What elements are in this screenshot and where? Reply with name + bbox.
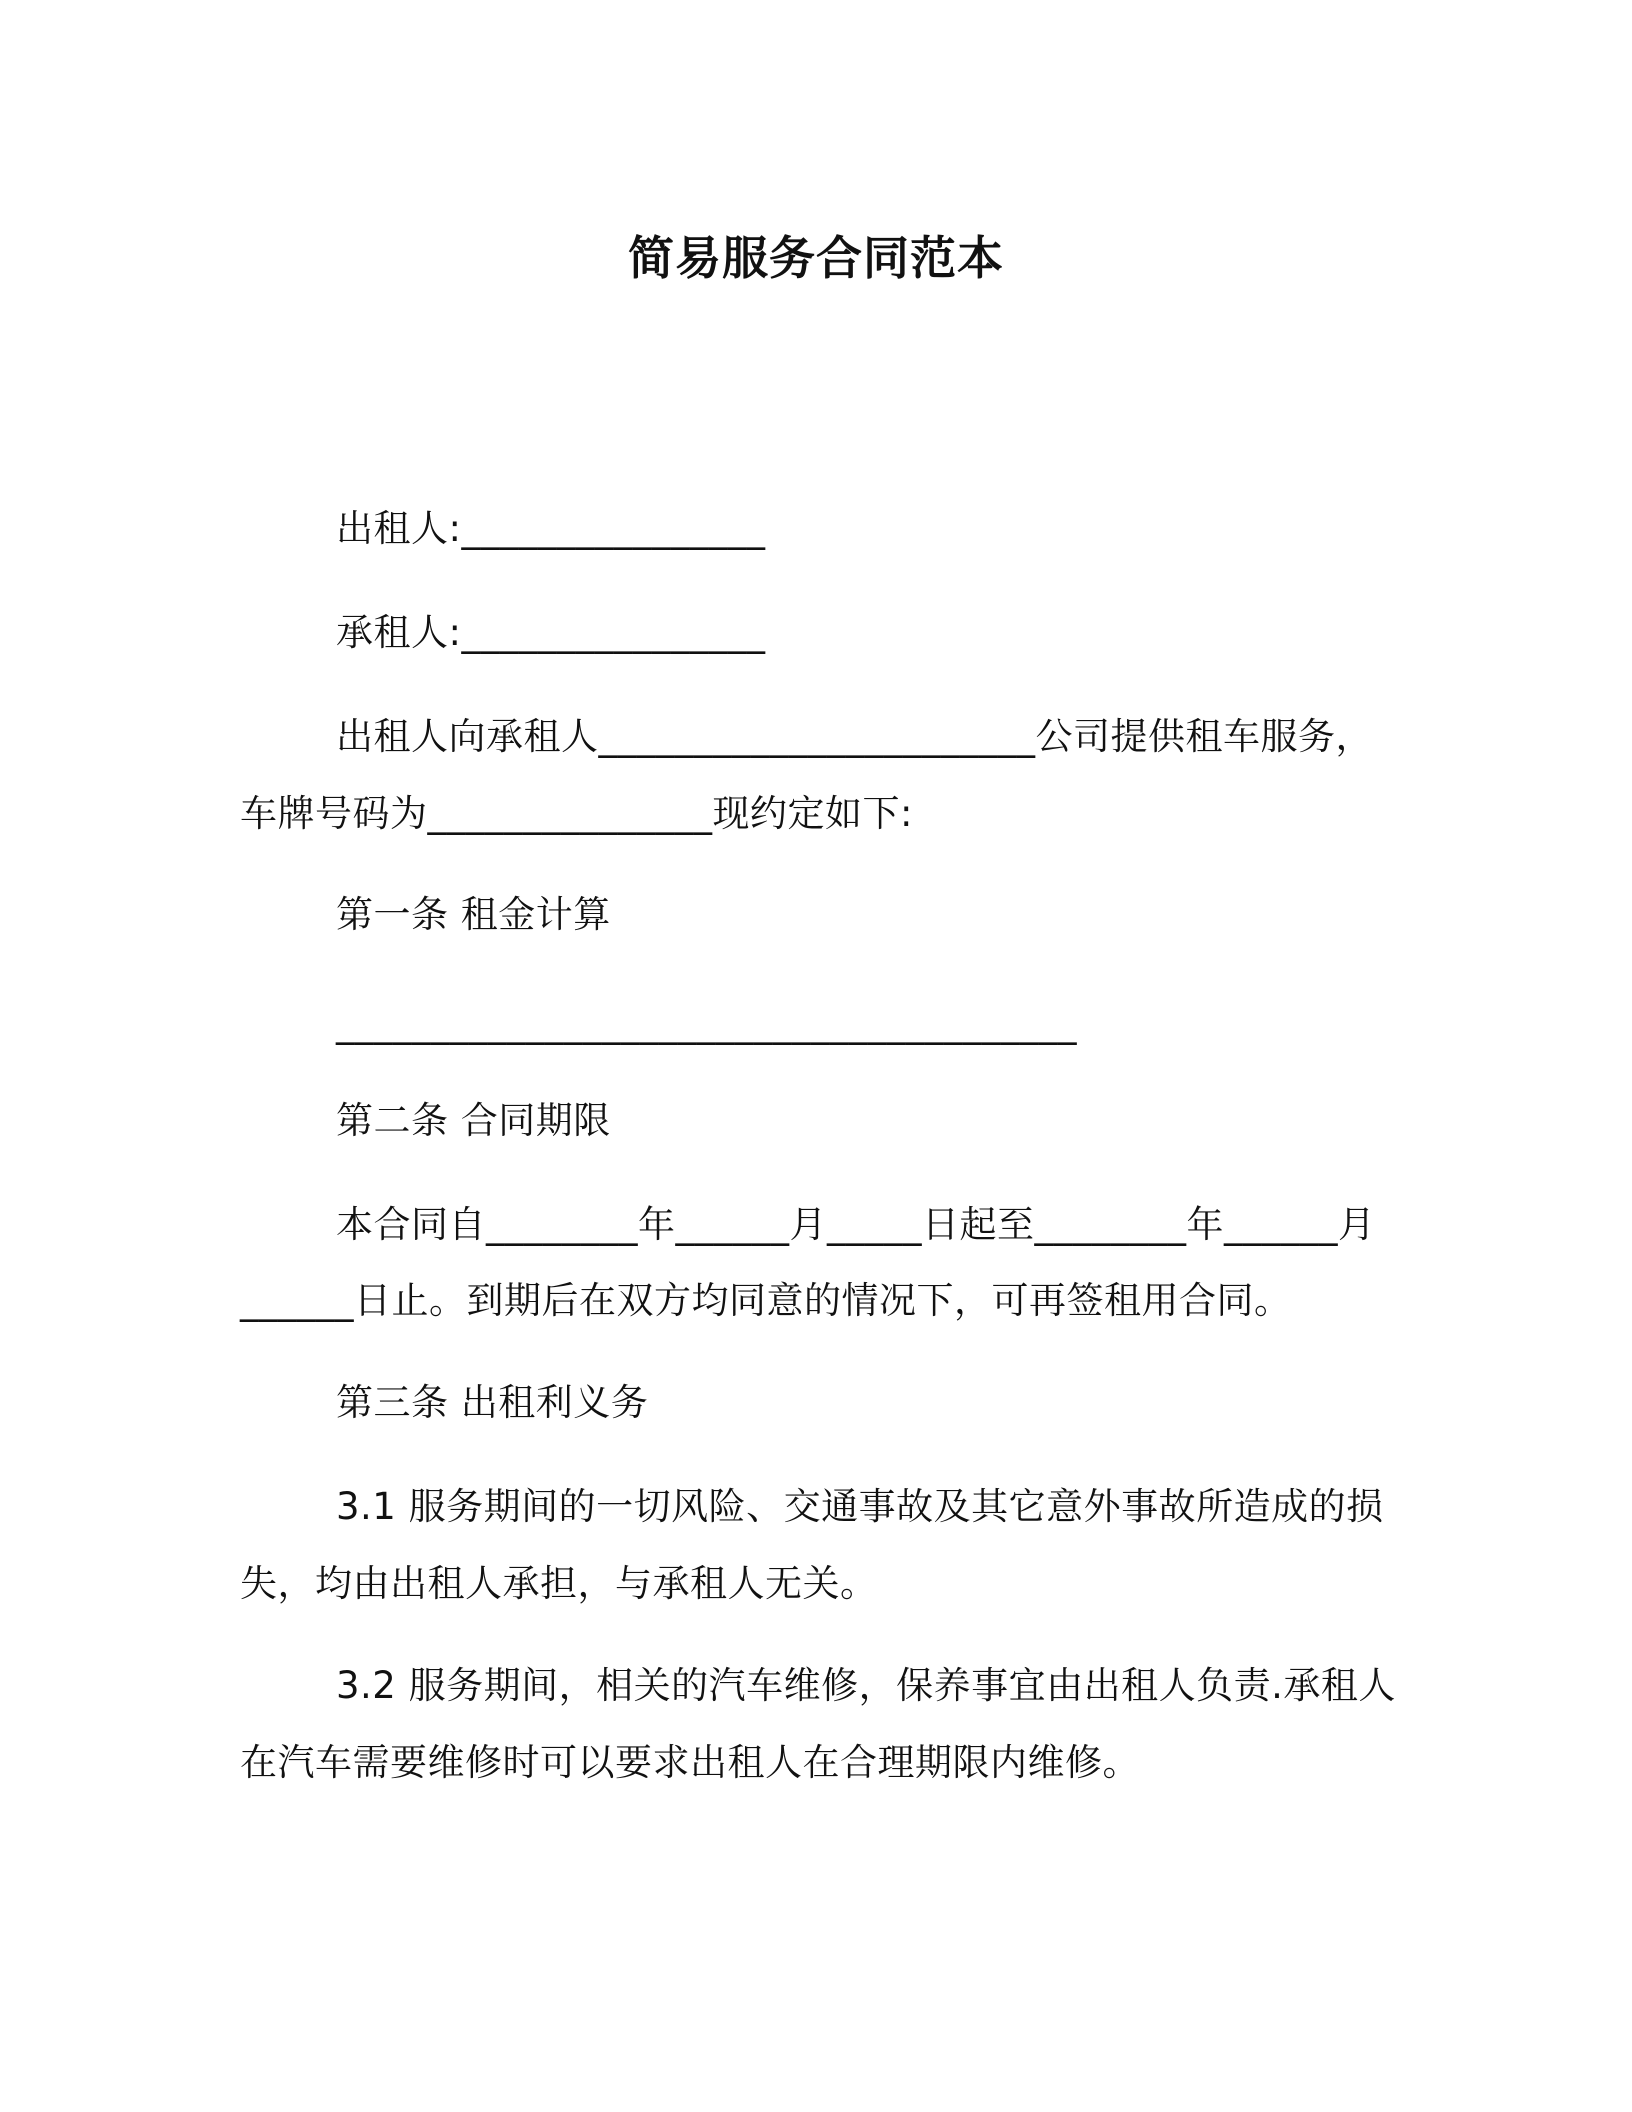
lessor-field: 出租人:________________ (336, 507, 766, 550)
article-3-heading: 第三条 出租利义务 (336, 1381, 649, 1424)
service-statement-line-2: 车牌号码为_______________现约定如下: (240, 792, 913, 835)
article-1-blank: _______________________________________ (336, 1002, 1077, 1045)
term-line-1: 本合同自________年______月_____日起至________年______月 (336, 1203, 1376, 1246)
clause-3-1-line-1: 3.1 服务期间的一切风险、交通事故及其它意外事故所造成的损 (336, 1485, 1384, 1528)
clause-3-2-line-2: 在汽车需要维修时可以要求出租人在合理期限内维修。 (240, 1741, 1140, 1784)
clause-3-2-line-1: 3.2 服务期间，相关的汽车维修，保养事宜由出租人负责.承租人 (336, 1664, 1396, 1707)
service-statement-line-1: 出租人向承租人_______________________公司提供租车服务， (336, 715, 1373, 758)
document-title: 简易服务合同范本 (628, 231, 1004, 285)
clause-3-1-line-2: 失，均由出租人承担，与承租人无关。 (240, 1562, 878, 1605)
article-2-heading: 第二条 合同期限 (336, 1099, 611, 1142)
lessee-field: 承租人:________________ (336, 611, 766, 654)
article-1-heading: 第一条 租金计算 (336, 893, 611, 936)
term-line-2: ______日止。到期后在双方均同意的情况下，可再签租用合同。 (240, 1279, 1292, 1322)
